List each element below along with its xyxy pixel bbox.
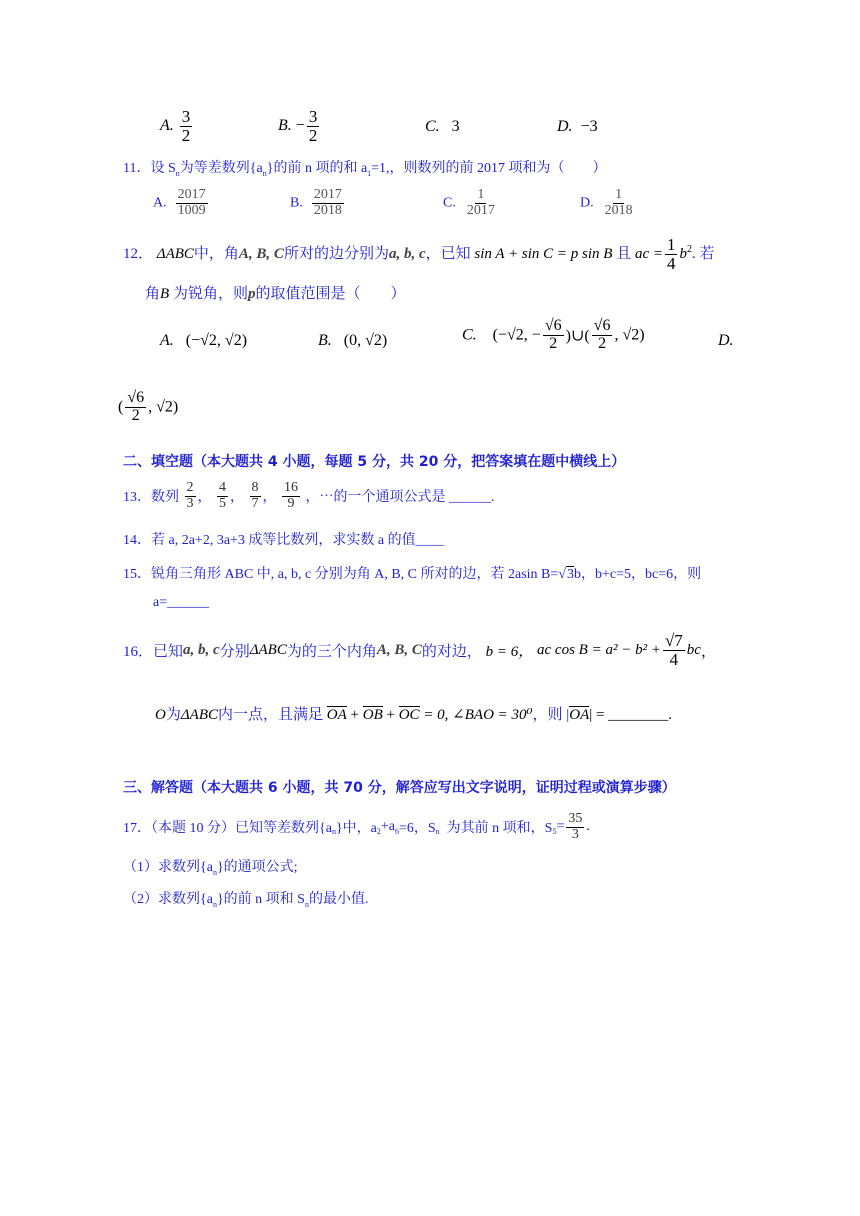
q11-stem: 11．设 $S_n$为等差数列$\{a_n\}$的前 n 项的和 $a_1=1$,，则数列的前 2017 项和为（ ） — [123, 161, 607, 178]
q10-option-a-label: A. — [160, 117, 174, 135]
q12-stem: 12． ΔABC中，角A, B, C所对的边分别为a, b, c，已知 sin A + sin C = p sin B 且 ac = $\frac{1}{4}$ $b^2$. 若 — [123, 235, 715, 273]
q15-line2: a=______ — [153, 595, 210, 610]
q10-option-b: B. − $\frac{3}{2}$ — [278, 107, 318, 145]
q10-option-c: C. 3 — [425, 118, 460, 135]
q12-option-b: B. (0, √2) — [318, 332, 388, 349]
q16-line1: 16．已知a, b, c分别ΔABC为的三个内角A, B, C的对边， b = 6， ac cos B = a² − b² + $\frac{√7}{4}$ bc， — [123, 631, 716, 669]
q12-line2: 角B 为锐角，则p的取值范围是（ ） — [145, 286, 406, 302]
q12-option-c: C. (−√2, − $\frac{√6}{2}$ )∪( $\frac{√6}{2}$ , √2) — [462, 317, 645, 352]
q10-option-a-fraction: $\frac{3}{2}$ — [181, 107, 191, 145]
q13: 13．数列 $\frac{2}{3}$ ， $\frac{4}{5}$ ， $\frac{8}{7}$ ， $\frac{16}{9}$ ，⋯的一个通项公式是 ______. — [123, 480, 495, 511]
q10-options — [160, 108, 194, 145]
q14: 14．若 a, 2a+2, 3a+3 成等比数列，求实数 a 的值____ — [123, 533, 444, 548]
q15-line1: 15．锐角三角形 ABC 中, a, b, c 分别为角 A, B, C 所对的边，若 2asin B=√3b，b+c=5，bc=6，则 — [123, 567, 702, 582]
q12-option-d-value: ( $\frac{√6}{2}$ , √2) — [118, 389, 179, 424]
section-2-heading: 二、填空题（本大题共 4 小题，每题 5 分，共 20 分，把答案填在题中横线上） — [123, 454, 626, 470]
q17-part2: （2）求数列$\{a_n\}$的前 n 项和 $S_n$的最小值. — [123, 892, 369, 909]
q17-part1: （1）求数列$\{a_n\}$的通项公式; — [123, 860, 298, 877]
q12-option-d-label: D. — [718, 332, 734, 349]
q11-option-d: D. $\frac{1}{2018}$ — [580, 187, 633, 218]
q11-option-c: C. $\frac{1}{2017}$ — [443, 187, 495, 218]
q16-line2: O为ΔABC内一点，且满足 OA + OB + OC = 0, ∠BAO = 30⁰，则 |OA| = ________. — [155, 707, 673, 723]
q17-stem: 17．（本题 10 分）已知等差数列$\{a_n\}$中，$a_2+a_6=6$，$S_n$ 为其前 n 项和，$S_5=$ $\frac{35}{3}$ . — [123, 811, 590, 842]
q11-option-a: A. $\frac{2017}{1009}$ — [153, 187, 206, 218]
section-3-heading: 三、解答题（本大题共 6 小题，共 70 分，解答应写出文字说明，证明过程或演算步骤） — [123, 780, 676, 796]
q12-option-a: A. (−√2, √2) — [160, 332, 248, 349]
q11-option-b: B. $\frac{2017}{2018}$ — [290, 187, 342, 218]
q10-option-d: D. −3 — [557, 118, 598, 135]
